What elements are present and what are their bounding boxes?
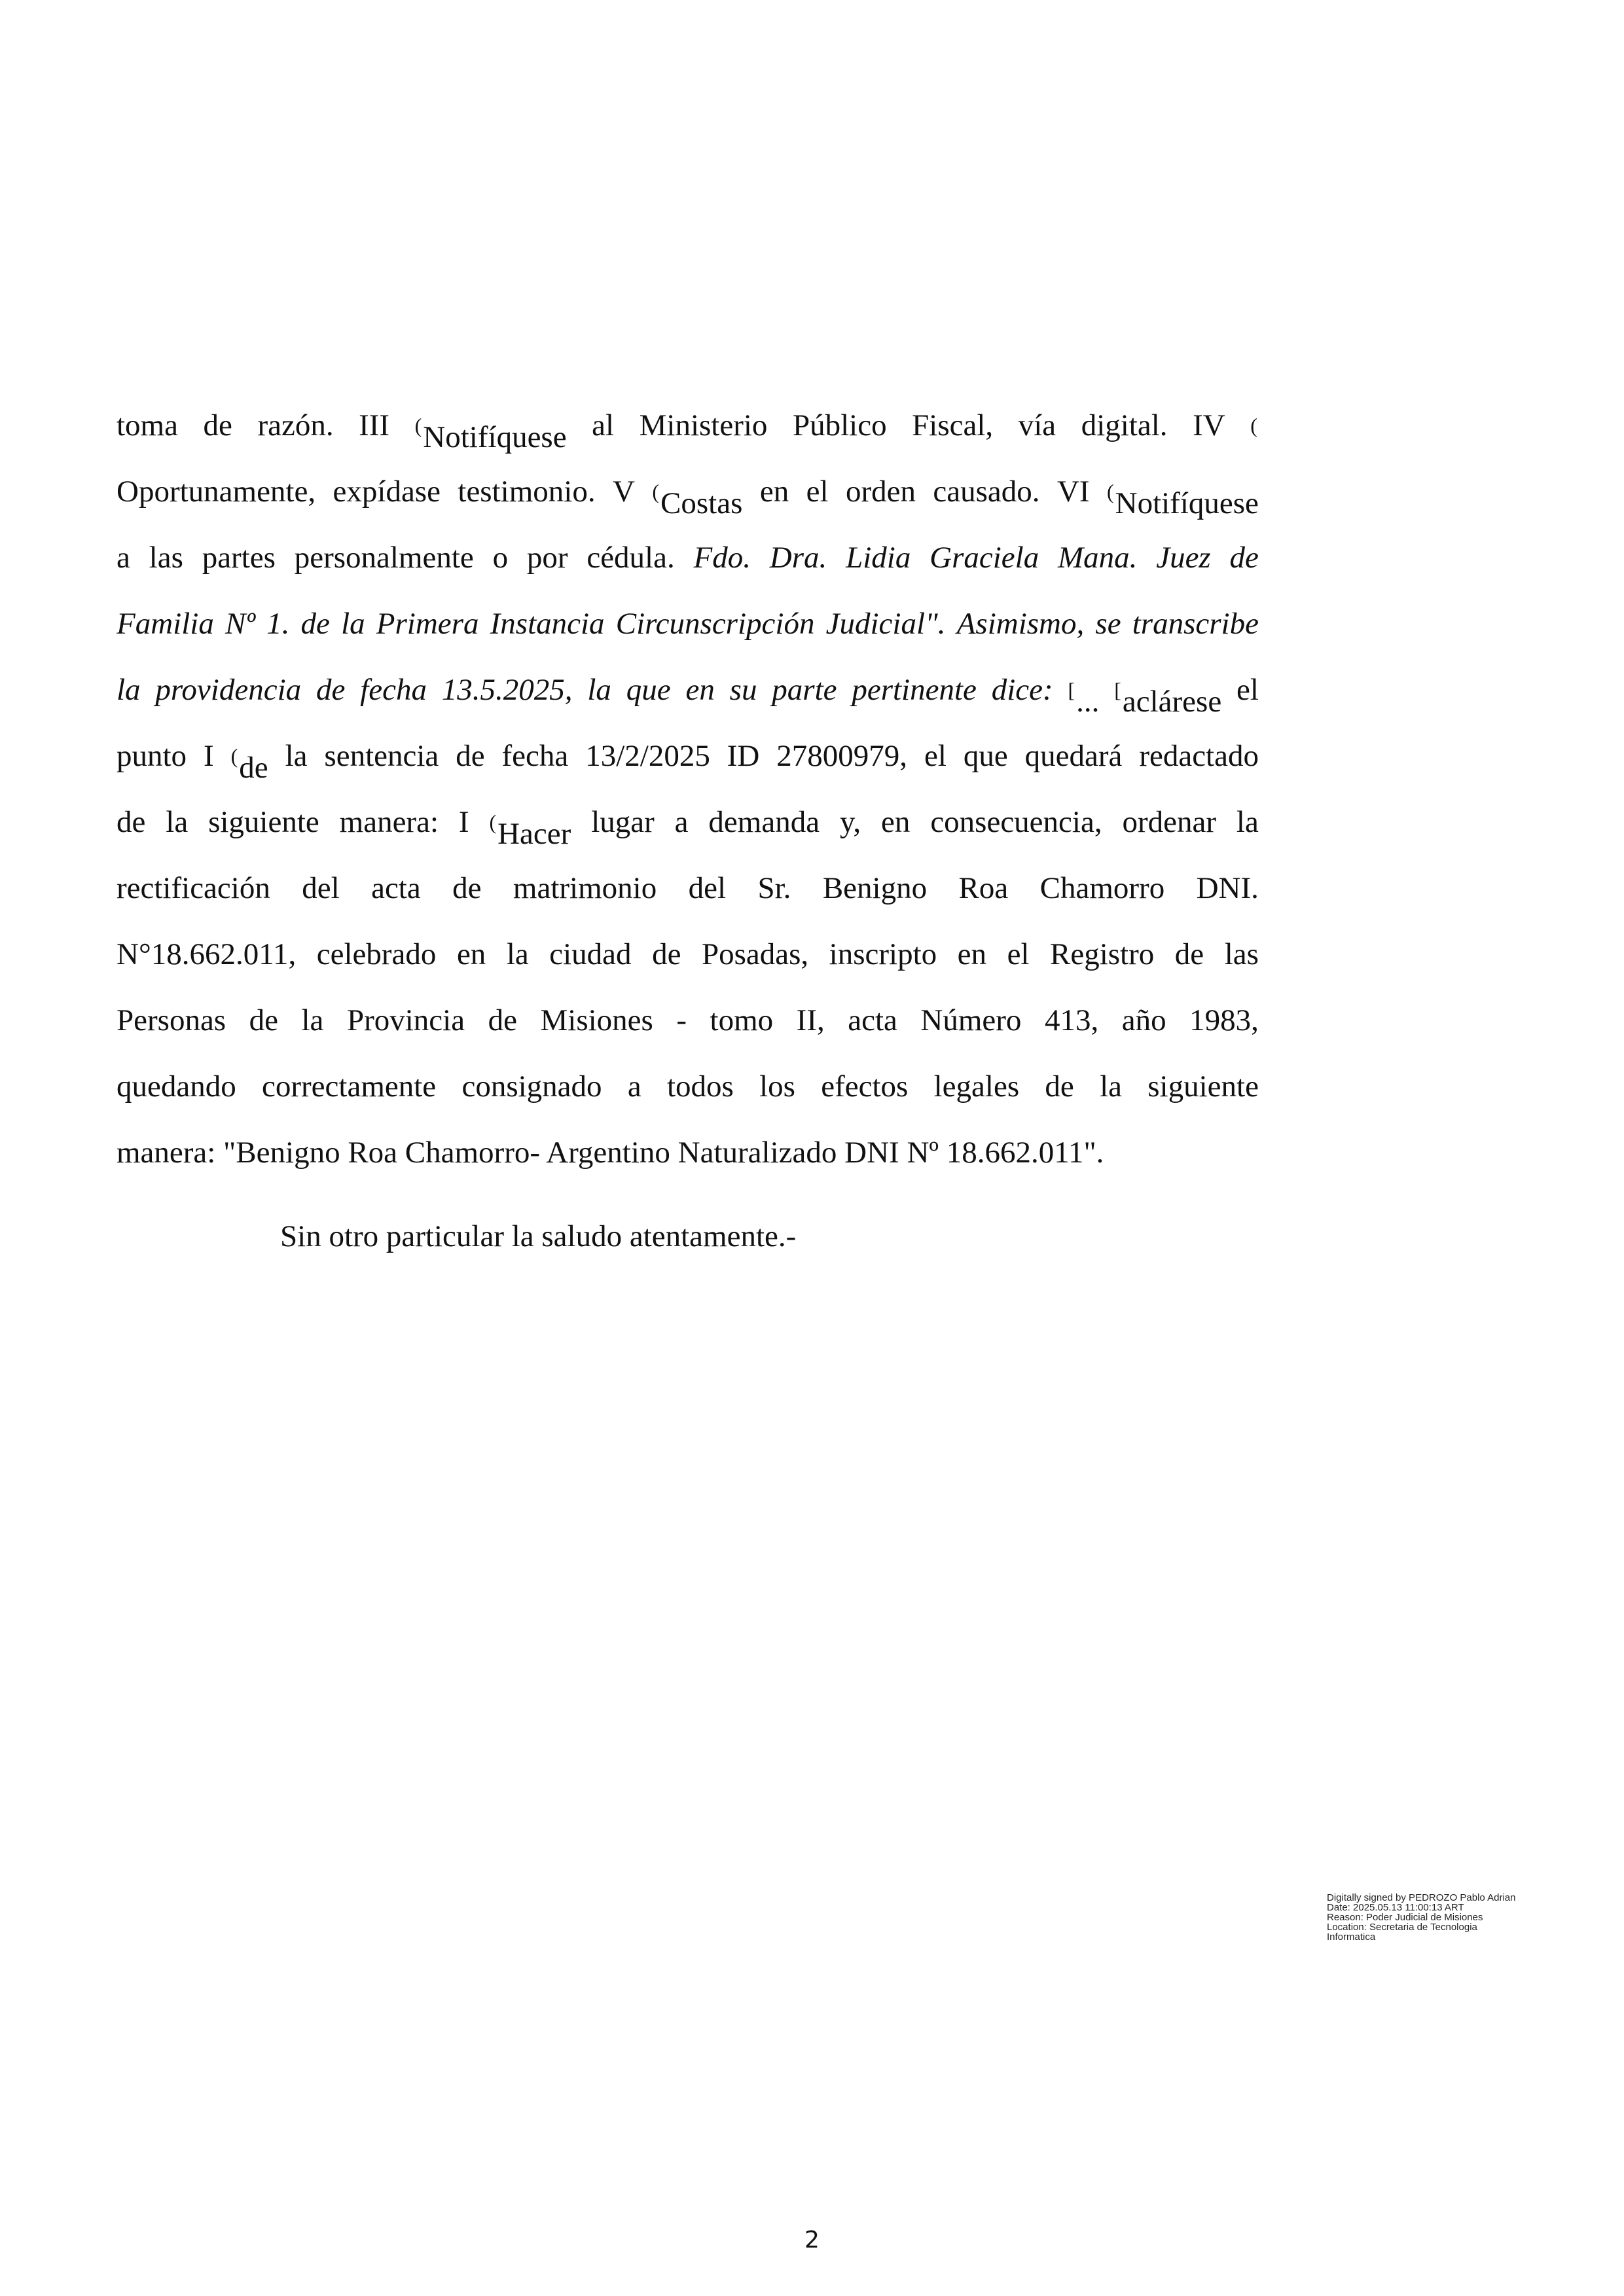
word: de (456, 739, 485, 773)
word: Graciela (929, 541, 1039, 575)
word: en (957, 937, 987, 971)
text-line (117, 789, 1259, 855)
word: expídase (333, 475, 441, 509)
text-line (117, 393, 1259, 459)
word: Posadas, (701, 937, 809, 971)
word: se (1095, 607, 1121, 641)
word: Chamorro- (405, 1136, 541, 1170)
word: Público (792, 408, 887, 442)
word: Fiscal, (912, 408, 994, 442)
word: Número (920, 1003, 1022, 1037)
word: la (166, 805, 189, 839)
word: Nº (225, 607, 255, 641)
word: parte (772, 673, 837, 707)
word: inscripto (829, 937, 937, 971)
word: (Notifíquese (414, 414, 567, 454)
word: quedará (1024, 739, 1123, 773)
word: de (203, 408, 232, 442)
word: de (316, 673, 346, 707)
text-line-last (117, 1120, 1259, 1186)
word: ordenar (1122, 805, 1216, 839)
text-line (117, 591, 1259, 657)
word: de (452, 871, 482, 905)
word: [... (1068, 678, 1100, 719)
word: partes (202, 541, 276, 575)
word: Ministerio (639, 408, 768, 442)
word: rectificación (117, 871, 270, 905)
word: que (963, 739, 1008, 773)
word: personalmente (294, 541, 474, 575)
word: quedando (117, 1069, 236, 1103)
word: fecha (501, 739, 569, 773)
word: matrimonio (513, 871, 657, 905)
signature-line: Digitally signed by PEDROZO Pablo Adrian (1327, 1892, 1516, 1903)
word: 13/2/2025 (585, 739, 710, 773)
digital-signature-block (1327, 1893, 1515, 1942)
word: Asimismo, (956, 607, 1085, 641)
word: Lidia (846, 541, 911, 575)
word: en (456, 937, 486, 971)
word: III (359, 408, 390, 442)
word: de (652, 937, 681, 971)
word: Naturalizado (677, 1136, 837, 1170)
word: de (300, 607, 330, 641)
word: ciudad (549, 937, 632, 971)
word: 27800979, (776, 739, 908, 773)
text-line (117, 1054, 1259, 1120)
word: el (924, 739, 947, 773)
signature-location-cont: Informatica (1327, 1931, 1376, 1943)
word: testimonio. (458, 475, 596, 509)
word: Sr. (757, 871, 791, 905)
word: Mana. (1058, 541, 1138, 575)
word: de (117, 805, 146, 839)
word: y, (839, 805, 861, 839)
signature-date: Date: 2025.05.13 11:00:13 ART (1327, 1902, 1464, 1913)
word: (Costas (652, 480, 743, 520)
word: las (149, 541, 183, 575)
word: acta (371, 871, 421, 905)
word: de (249, 1003, 278, 1037)
word: [aclárese (1114, 678, 1222, 719)
word: digital. (1081, 408, 1168, 442)
word: efectos (821, 1069, 909, 1103)
word: (de (230, 744, 268, 785)
word: pertinente (852, 673, 977, 707)
word: la (506, 937, 529, 971)
word: 413, (1044, 1003, 1099, 1037)
word: causado. (933, 475, 1040, 509)
word: Primera (376, 607, 479, 641)
word: todos (666, 1069, 734, 1103)
word: a (674, 805, 689, 839)
word: o (492, 541, 509, 575)
word: Chamorro (1039, 871, 1165, 905)
word: Provincia (346, 1003, 465, 1037)
word: las (1224, 937, 1259, 971)
word: demanda (708, 805, 820, 839)
word: toma (117, 408, 178, 442)
word: DNI (844, 1136, 899, 1170)
word: la (117, 673, 141, 707)
word: 1. (266, 607, 290, 641)
word: Fdo. (693, 541, 751, 575)
word: Instancia (490, 607, 605, 641)
word: en (881, 805, 911, 839)
word: Argentino (546, 1136, 670, 1170)
word: Benigno (822, 871, 928, 905)
word: Personas (117, 1003, 226, 1037)
word: de (488, 1003, 517, 1037)
signature-location: Location: Secretaria de Tecnologia (1327, 1922, 1477, 1933)
word: los (759, 1069, 795, 1103)
word: ID (727, 739, 760, 773)
page-number: 2 (804, 2227, 820, 2253)
word: IV (1193, 408, 1225, 442)
word: correctamente (262, 1069, 437, 1103)
word: lugar (591, 805, 655, 839)
word: de (1045, 1069, 1074, 1103)
word: a (117, 541, 130, 575)
text-line (117, 988, 1259, 1054)
word: (Hacer (489, 810, 571, 851)
closing-salutation: Sin otro particular la saludo atentamente.- (280, 1219, 797, 1253)
word: año (1121, 1003, 1166, 1037)
word: fecha (360, 673, 427, 707)
word: la (587, 673, 611, 707)
word: el (1236, 673, 1259, 707)
text-line (117, 525, 1259, 591)
word: 13.5.2025, (441, 673, 573, 707)
word: Roa (958, 871, 1009, 905)
word: en (685, 673, 715, 707)
word: vía (1018, 408, 1056, 442)
word: transcribe (1132, 607, 1259, 641)
word: providencia (155, 673, 302, 707)
word: la (301, 1003, 324, 1037)
word: (Notifíquese (1106, 480, 1259, 520)
body-paragraph (117, 393, 1259, 1186)
word: cédula. (586, 541, 675, 575)
word: su (729, 673, 757, 707)
word: I (458, 805, 469, 839)
word: punto (117, 739, 187, 773)
word: Judicial". (825, 607, 946, 641)
word: manera: (117, 1136, 216, 1170)
text-line (117, 855, 1259, 922)
word: siguiente (208, 805, 319, 839)
word: por (526, 541, 568, 575)
word: la (1236, 805, 1259, 839)
word: de (1229, 541, 1259, 575)
word: del (688, 871, 727, 905)
word: Circunscripción (615, 607, 815, 641)
word: dice: (991, 673, 1053, 707)
word: legales (933, 1069, 1020, 1103)
word: de (1174, 937, 1204, 971)
word: DNI. (1196, 871, 1259, 905)
word: consecuencia, (930, 805, 1102, 839)
word: Roa (348, 1136, 398, 1170)
word: Juez (1156, 541, 1211, 575)
word: orden (845, 475, 916, 509)
word: Oportunamente, (117, 475, 316, 509)
word: en (759, 475, 789, 509)
word: VI (1056, 475, 1090, 509)
word: Nº (907, 1136, 939, 1170)
signature-reason: Reason: Poder Judicial de Misiones (1327, 1912, 1483, 1923)
word: el (806, 475, 829, 509)
word: consignado (461, 1069, 602, 1103)
word: N°18.662.011, (117, 937, 297, 971)
word: a (627, 1069, 641, 1103)
word: tomo (710, 1003, 774, 1037)
word: II, (796, 1003, 825, 1037)
word: acta (848, 1003, 897, 1037)
word: Registro (1050, 937, 1155, 971)
word: la (285, 739, 308, 773)
word: ( (1250, 414, 1257, 437)
text-line (117, 723, 1259, 789)
word: la (1100, 1069, 1122, 1103)
word: redactado (1139, 739, 1259, 773)
word: el (1007, 937, 1030, 971)
word: siguiente (1147, 1069, 1259, 1103)
word: Familia (117, 607, 214, 641)
text-line (117, 922, 1259, 988)
word: V (613, 475, 635, 509)
word: del (302, 871, 340, 905)
word: la (341, 607, 365, 641)
word: manera: (339, 805, 439, 839)
word: Misiones (540, 1003, 653, 1037)
word: celebrado (316, 937, 437, 971)
word: al (592, 408, 615, 442)
word: I (204, 739, 214, 773)
word: Dra. (769, 541, 827, 575)
word: que (626, 673, 671, 707)
word: 18.662.011". (946, 1136, 1104, 1170)
word: razón. (257, 408, 334, 442)
word: sentencia (324, 739, 439, 773)
word: 1983, (1189, 1003, 1259, 1037)
word: "Benigno (223, 1136, 340, 1170)
word: - (676, 1003, 687, 1037)
text-line (117, 459, 1259, 525)
text-line (117, 657, 1259, 723)
